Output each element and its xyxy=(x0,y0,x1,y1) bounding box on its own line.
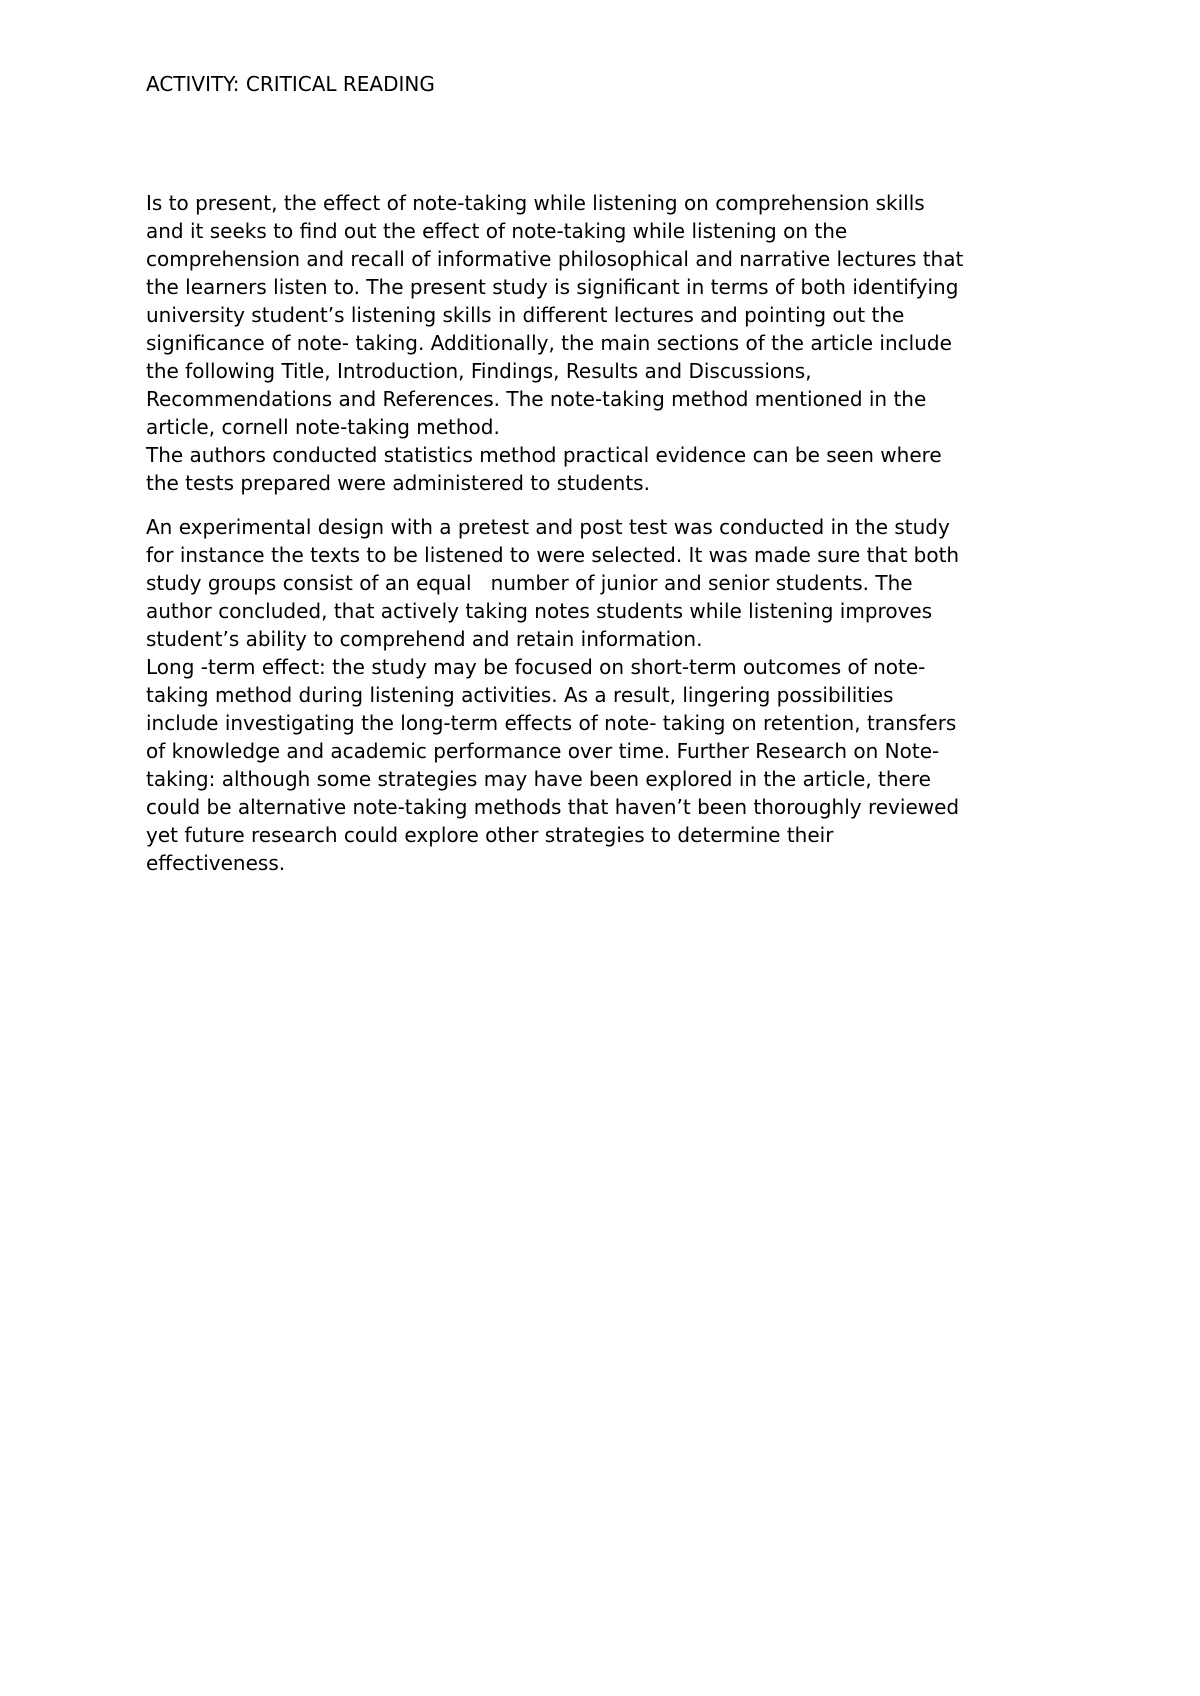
text-line: An experimental design with a pretest and post test was conducted in the study xyxy=(146,515,950,539)
text-line: comprehension and recall of informative philosophical and narrative lectures that xyxy=(146,247,964,271)
text-line: and it seeks to find out the effect of note-taking while listening on the xyxy=(146,219,848,243)
paragraph-purpose xyxy=(146,189,1086,497)
text-line: include investigating the long-term effects of note- taking on retention, transfers xyxy=(146,711,957,735)
text-line: of knowledge and academic performance over time. Further Research on Note- xyxy=(146,739,940,763)
text-line: could be alternative note-taking methods that haven’t been thoroughly reviewed xyxy=(146,795,960,819)
text-line: taking: although some strategies may have been explored in the article, there xyxy=(146,767,931,791)
text-line: for instance the texts to be listened to were selected. It was made sure that both xyxy=(146,543,960,567)
text-line: taking method during listening activities. As a result, lingering possibilities xyxy=(146,683,894,707)
text-line: Recommendations and References. The note-taking method mentioned in the xyxy=(146,387,927,411)
text-line: yet future research could explore other strategies to determine their xyxy=(146,823,834,847)
text-line: effectiveness. xyxy=(146,851,286,875)
text-line: the following Title, Introduction, Findings, Results and Discussions, xyxy=(146,359,812,383)
text-line: the tests prepared were administered to students. xyxy=(146,471,650,495)
text-line: student’s ability to comprehend and retain information. xyxy=(146,627,703,651)
text-line: the learners listen to. The present study is significant in terms of both identifying xyxy=(146,275,959,299)
paragraph-design xyxy=(146,513,1086,877)
text-line: study groups consist of an equal number of junior and senior students. The xyxy=(146,571,913,595)
text-line: The authors conducted statistics method practical evidence can be seen where xyxy=(146,443,942,467)
text-line: significance of note- taking. Additionally, the main sections of the article include xyxy=(146,331,952,355)
text-line: article, cornell note-taking method. xyxy=(146,415,500,439)
document-title: ACTIVITY: CRITICAL READING xyxy=(146,72,435,96)
text-line: university student’s listening skills in different lectures and pointing out the xyxy=(146,303,905,327)
text-line: Is to present, the effect of note-taking while listening on comprehension skills xyxy=(146,191,925,215)
text-line: author concluded, that actively taking notes students while listening improves xyxy=(146,599,933,623)
text-line: Long -term effect: the study may be focused on short-term outcomes of note- xyxy=(146,655,926,679)
